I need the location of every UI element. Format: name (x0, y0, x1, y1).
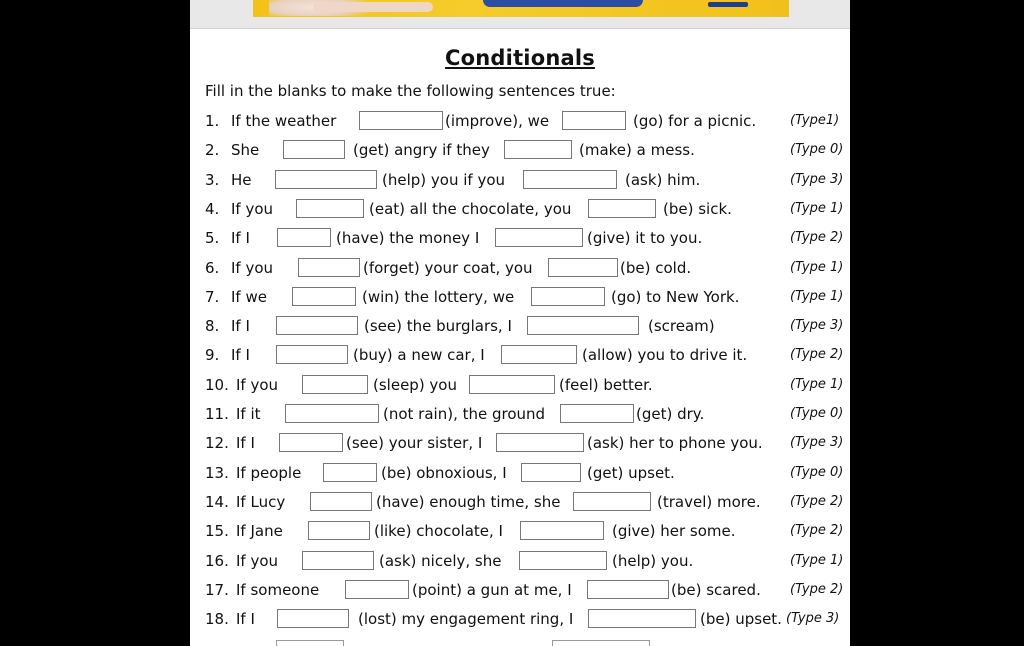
exercise-number: 8. (205, 317, 220, 336)
answer-blank-1[interactable] (323, 463, 377, 482)
exercise-start-text: If it (236, 405, 261, 423)
answer-blank-2[interactable] (560, 404, 634, 423)
answer-blank-1[interactable] (276, 316, 358, 335)
conditional-type-label: (Type 1) (790, 288, 844, 304)
verb-clause-2: (get) dry. (636, 405, 705, 423)
exercise-start-text: If you (231, 199, 274, 218)
conditional-type-label: (Type 2) (790, 581, 844, 597)
verb-clause-2: (feel) better. (559, 375, 653, 394)
exercise-row (205, 139, 844, 163)
verb-clause-1: (forget) your coat, you (363, 258, 533, 277)
conditional-type-label: (Type 0) (790, 464, 844, 480)
exercise-number: 11. (205, 405, 229, 423)
exercise-start-text: If we (231, 287, 267, 306)
exercise-start-text: If I (231, 229, 250, 248)
conditional-type-label: (Type 3) (790, 318, 844, 334)
verb-clause-2: (go) to New York. (611, 287, 740, 306)
verb-clause-2: (travel) more. (657, 492, 761, 511)
conditional-type-label: (Type 3) (790, 171, 844, 187)
exercise-row (205, 520, 844, 544)
conditional-type-label: (Type 1) (790, 376, 844, 392)
conditional-type-label: (Type 3) (786, 611, 840, 627)
conditional-type-label: (Type 0) (790, 406, 844, 421)
exercise-number: 2. (205, 141, 220, 160)
verb-clause-1: (see) the burglars, I (364, 317, 512, 336)
verb-clause-1: (have) the money I (336, 229, 480, 248)
answer-blank-2[interactable] (519, 551, 607, 570)
exercise-start-text: If someone (236, 580, 320, 599)
worksheet-page (190, 0, 850, 646)
verb-clause-1: (not rain), the ground (383, 405, 546, 423)
conditional-type-label: (Type 1) (790, 200, 844, 216)
answer-blank-2[interactable] (548, 258, 618, 277)
answer-blank-2[interactable] (523, 170, 617, 189)
exercise-number: 10. (205, 375, 229, 394)
answer-blank-2[interactable] (469, 375, 555, 394)
exercise-number: 4. (205, 199, 220, 218)
answer-blank-2[interactable] (495, 228, 583, 247)
answer-blank-1[interactable] (277, 609, 349, 628)
answer-blank-1[interactable] (279, 433, 343, 452)
exercise-number: 14. (205, 492, 229, 511)
answer-blank-1[interactable] (345, 580, 409, 599)
exercise-row (205, 374, 844, 398)
verb-clause-1: (win) the lottery, we (362, 287, 515, 306)
answer-blank-2[interactable] (520, 521, 604, 540)
exercise-start-text: If people (236, 463, 302, 482)
verb-clause-2: (ask) her to phone you. (587, 434, 763, 453)
verb-clause-1: (get) angry if they (353, 141, 490, 160)
answer-blank-2[interactable] (588, 199, 656, 218)
conditional-type-label: (Type 2) (790, 493, 844, 509)
answer-blank-1[interactable] (302, 551, 374, 570)
exercise-row (205, 198, 844, 222)
exercise-row (205, 432, 844, 456)
exercise-start-text: If I (236, 434, 255, 453)
exercise-number: 16. (205, 551, 229, 570)
verb-clause-2: (be) cold. (620, 258, 692, 277)
exercise-row (205, 227, 844, 251)
answer-blank-1[interactable] (298, 258, 360, 277)
answer-blank-1[interactable] (277, 228, 331, 247)
exercise-number: 6. (205, 258, 220, 277)
exercise-row (205, 315, 844, 339)
answer-blank-1[interactable] (283, 140, 345, 159)
conditional-type-label: (Type 2) (790, 347, 844, 363)
conditional-type-label: (Type 1) (790, 259, 844, 275)
cut-off-blank (276, 640, 344, 646)
instruction-text: Fill in the blanks to make the following sentences true: (205, 82, 616, 100)
verb-clause-1: (buy) a new car, I (353, 346, 485, 365)
verb-clause-1: (ask) nicely, she (379, 551, 502, 570)
exercise-start-text: If I (231, 346, 250, 365)
answer-blank-2[interactable] (504, 140, 572, 159)
exercise-row (205, 462, 844, 486)
exercise-start-text: If you (231, 258, 274, 277)
conditional-type-label: (Type1) (790, 113, 840, 128)
verb-clause-1: (see) your sister, I (346, 434, 483, 453)
verb-clause-2: (help) you. (612, 551, 694, 570)
verb-clause-1: (improve), we (445, 112, 550, 130)
exercise-row (205, 344, 844, 368)
answer-blank-1[interactable] (296, 199, 364, 218)
exercise-number: 5. (205, 229, 220, 248)
exercise-number: 15. (205, 522, 229, 541)
answer-blank-2[interactable] (501, 345, 577, 364)
exercise-start-text: She (231, 141, 260, 160)
exercise-row (205, 579, 844, 603)
verb-clause-1: (sleep) you (373, 375, 457, 394)
answer-blank-1[interactable] (292, 287, 356, 306)
banner-photo-arm (313, 2, 433, 12)
page-title: Conditionals (445, 46, 595, 70)
exercise-number: 18. (205, 610, 229, 629)
verb-clause-2: (be) upset. (700, 610, 782, 629)
exercise-row (205, 110, 840, 134)
exercise-number: 12. (205, 434, 229, 453)
exercise-start-text: If Jane (236, 522, 283, 541)
verb-clause-2: (be) sick. (663, 199, 732, 218)
answer-blank-2[interactable] (527, 316, 639, 335)
answer-blank-2[interactable] (562, 111, 626, 130)
verb-clause-1: (help) you if you (382, 170, 506, 189)
exercise-number: 1. (205, 112, 220, 130)
banner-logo-shape (483, 0, 643, 7)
exercise-row (205, 491, 844, 515)
answer-blank-2[interactable] (588, 609, 696, 628)
verb-clause-2: (be) scared. (671, 580, 761, 599)
conditional-type-label: (Type 3) (790, 435, 844, 451)
verb-clause-1: (point) a gun at me, I (412, 580, 572, 599)
exercise-row (205, 550, 844, 574)
exercise-start-text: If I (236, 610, 255, 629)
verb-clause-1: (like) chocolate, I (374, 522, 503, 541)
verb-clause-2: (go) for a picnic. (633, 112, 757, 130)
verb-clause-1: (have) enough time, she (376, 492, 561, 511)
exercise-start-text: He (231, 170, 252, 189)
answer-blank-1[interactable] (359, 111, 443, 130)
verb-clause-1: (lost) my engagement ring, I (358, 610, 574, 629)
exercise-number: 3. (205, 170, 220, 189)
answer-blank-2[interactable] (573, 492, 651, 511)
verb-clause-2: (make) a mess. (579, 141, 695, 160)
conditional-type-label: (Type 2) (790, 230, 844, 246)
answer-blank-1[interactable] (276, 345, 348, 364)
verb-clause-2: (allow) you to drive it. (582, 346, 748, 365)
exercise-row (205, 257, 844, 281)
conditional-type-label: (Type 1) (790, 552, 844, 568)
cut-off-blank (552, 640, 650, 646)
verb-clause-2: (give) her some. (612, 522, 736, 541)
verb-clause-2: (give) it to you. (587, 229, 703, 248)
answer-blank-2[interactable] (587, 580, 669, 599)
answer-blank-1[interactable] (302, 375, 368, 394)
exercise-row (205, 286, 844, 310)
exercise-number: 17. (205, 580, 229, 599)
verb-clause-1: (be) obnoxious, I (381, 463, 507, 482)
exercise-number: 13. (205, 463, 229, 482)
answer-blank-2[interactable] (521, 463, 581, 482)
exercise-number: 9. (205, 346, 220, 365)
exercise-start-text: If the weather (231, 112, 337, 130)
exercise-row (205, 169, 844, 193)
conditional-type-label: (Type 0) (790, 142, 844, 158)
banner-strip (190, 0, 850, 29)
verb-clause-2: (ask) him. (625, 170, 701, 189)
exercise-start-text: If Lucy (236, 492, 286, 511)
verb-clause-2: (get) upset. (587, 463, 675, 482)
exercise-start-text: If you (236, 551, 279, 570)
exercise-start-text: If you (236, 375, 279, 394)
exercise-row (205, 403, 844, 427)
answer-blank-1[interactable] (285, 404, 379, 423)
answer-blank-1[interactable] (275, 170, 377, 189)
answer-blank-2[interactable] (531, 287, 605, 306)
conditional-type-label: (Type 2) (790, 523, 844, 539)
advertisement-banner[interactable] (253, 0, 789, 17)
banner-badge-shape (708, 2, 748, 7)
verb-clause-1: (eat) all the chocolate, you (369, 199, 572, 218)
answer-blank-2[interactable] (496, 433, 584, 452)
exercise-start-text: If I (231, 317, 250, 336)
answer-blank-1[interactable] (310, 492, 372, 511)
answer-blank-1[interactable] (308, 521, 370, 540)
exercise-number: 7. (205, 287, 220, 306)
exercise-row (205, 608, 840, 632)
verb-clause-2: (scream) (648, 317, 715, 336)
